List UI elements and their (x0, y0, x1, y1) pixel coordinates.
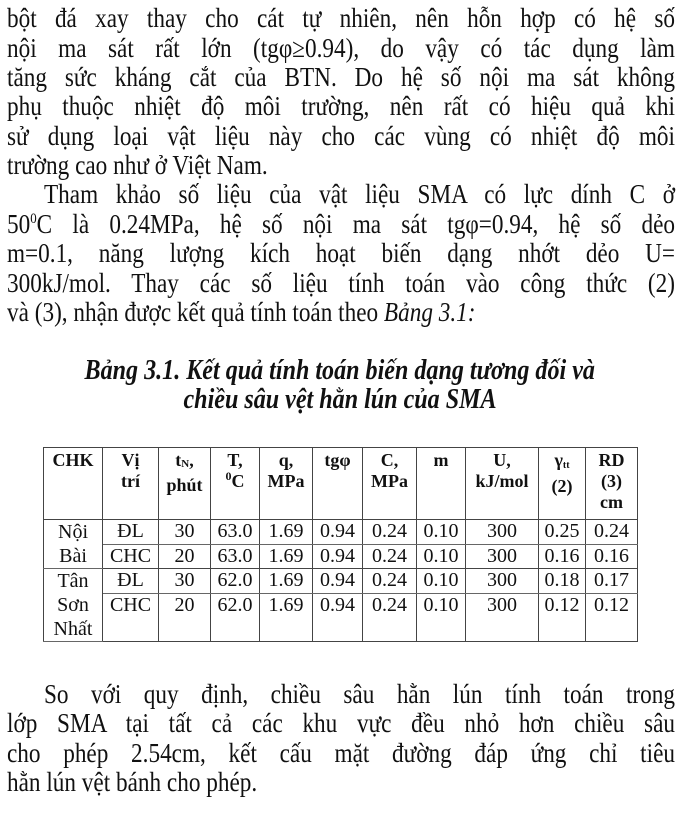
cell: 0.24 (586, 520, 638, 545)
cell: 0.24 (363, 569, 417, 594)
header-chk: CHK (44, 448, 103, 520)
header-m: m (417, 448, 466, 520)
chk-tan-son-nhat: Tân Sơn Nhất (44, 569, 103, 642)
cell: ĐL (103, 520, 159, 545)
cell: 62.0 (211, 593, 260, 641)
cell: 300 (466, 544, 539, 569)
cell: 0.12 (539, 593, 586, 641)
cell: 0.12 (586, 593, 638, 641)
header-gamma: γtt (2) (539, 448, 586, 520)
cell: 0.24 (363, 520, 417, 545)
paragraph-1-line-5: sử dụng loại vật liệu này cho các vùng có nhiệt độ môi (7, 121, 675, 151)
header-time: tN, phút (159, 448, 211, 520)
paragraph-1-line-6: trường cao như ở Việt Nam. (7, 150, 268, 180)
table-caption-line-2: chiều sâu vệt hằn lún của SMA (183, 384, 497, 415)
results-table (43, 447, 638, 642)
cell: 300 (466, 593, 539, 641)
cell: 20 (159, 544, 211, 569)
cell: CHC (103, 544, 159, 569)
table-caption-line-1: Bảng 3.1. Kết quả tính toán biến dạng tương đối và (84, 355, 596, 386)
table-row (44, 593, 638, 641)
cell: 0.94 (313, 593, 363, 641)
cell: 0.10 (417, 520, 466, 545)
cell: 0.25 (539, 520, 586, 545)
table-row (44, 544, 638, 569)
cell: 20 (159, 593, 211, 641)
cell: 0.18 (539, 569, 586, 594)
header-position: Vị trí (103, 448, 159, 520)
paragraph-2-line-3: m=0.1, năng lượng kích hoạt biến dạng nhớt dẻo U= (7, 238, 675, 268)
cell: 62.0 (211, 569, 260, 594)
cell: 0.16 (586, 544, 638, 569)
cell: 1.69 (260, 544, 313, 569)
cell: 0.94 (313, 520, 363, 545)
paragraph-2-line-4: 300kJ/mol. Thay các số liệu tính toán vào công thức (2) (7, 268, 675, 298)
cell: 63.0 (211, 544, 260, 569)
cell: 0.17 (586, 569, 638, 594)
cell: 0.10 (417, 569, 466, 594)
cell: 300 (466, 569, 539, 594)
cell: 0.10 (417, 593, 466, 641)
header-tgphi: tgφ (313, 448, 363, 520)
cell: 30 (159, 569, 211, 594)
header-temperature: T, $^0$C (211, 448, 260, 520)
cell: 63.0 (211, 520, 260, 545)
cell: 0.94 (313, 544, 363, 569)
table-reference: Bảng 3.1: (383, 297, 476, 327)
paragraph-1-line-1: bột đá xay thay cho cát tự nhiên, nên hỗn hợp có hệ số (7, 3, 675, 33)
table-header-row (44, 448, 638, 520)
paragraph-1-line-4: phụ thuộc nhiệt độ môi trường, nên rất có hiệu quả khi (7, 91, 675, 121)
cell: 0.24 (363, 593, 417, 641)
table-row (44, 520, 638, 545)
paragraph-2-line-1: Tham khảo số liệu của vật liệu SMA có lực dính C ở (44, 179, 675, 209)
paragraph-1-line-3: tăng sức kháng cắt của BTN. Do hệ số nội ma sát không (7, 62, 675, 92)
chk-noi-bai: Nội Bài (44, 520, 103, 569)
cell: 0.94 (313, 569, 363, 594)
cell: 1.69 (260, 520, 313, 545)
cell: 300 (466, 520, 539, 545)
cell: 1.69 (260, 593, 313, 641)
header-c: C, MPa (363, 448, 417, 520)
cell: 0.10 (417, 544, 466, 569)
cell: 1.69 (260, 569, 313, 594)
cell: ĐL (103, 569, 159, 594)
table-row (44, 569, 638, 594)
header-q: q, MPa (260, 448, 313, 520)
paragraph-3-line-2: lớp SMA tại tất cả các khu vực đều nhỏ hơn chiều sâu (7, 708, 675, 738)
cell: 0.16 (539, 544, 586, 569)
paragraph-2-line-2: $50^0C$ là 0.24MPa, hệ số nội ma sát tgφ=0.94, hệ số dẻo (7, 209, 675, 239)
header-u: U, kJ/mol (466, 448, 539, 520)
paragraph-2-line-5: và (3), nhận được kết quả tính toán theo Bảng 3.1: (7, 297, 476, 327)
cell: 30 (159, 520, 211, 545)
paragraph-3-line-1: So với quy định, chiều sâu hằn lún tính toán trong (44, 679, 675, 709)
paragraph-1-line-2: nội ma sát rất lớn (tgφ≥0.94), do vậy có tác dụng làm (7, 33, 675, 63)
cell: 0.24 (363, 544, 417, 569)
paragraph-3-line-4: hằn lún vệt bánh cho phép. (7, 767, 258, 797)
cell: CHC (103, 593, 159, 641)
header-rd: RD (3) cm (586, 448, 638, 520)
paragraph-3-line-3: cho phép 2.54cm, kết cấu mặt đường đáp ứng chỉ tiêu (7, 738, 675, 768)
